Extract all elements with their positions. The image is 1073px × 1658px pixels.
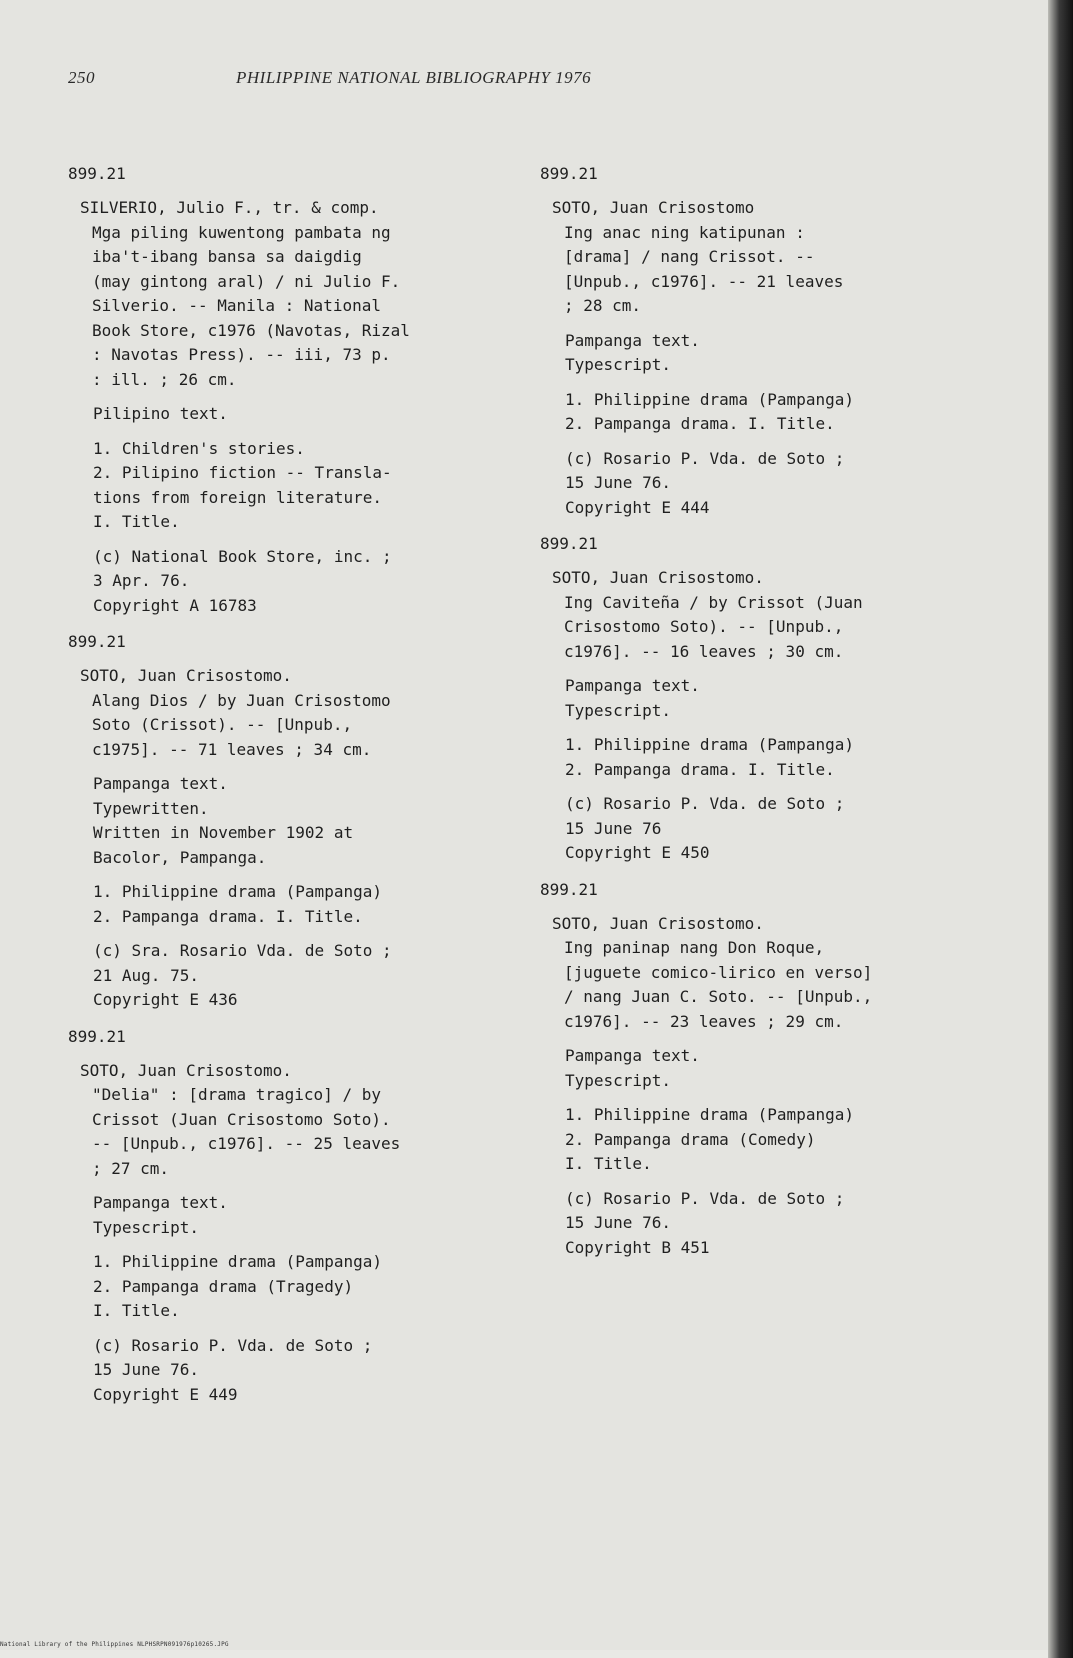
entry-notes: Pampanga text. Typescript. — [565, 1046, 700, 1090]
catalog-entry — [540, 532, 970, 866]
entry-heading: SOTO, Juan Crisostomo. — [80, 666, 292, 685]
catalog-entry — [68, 1025, 508, 1408]
class-number: 899.21 — [68, 1026, 126, 1046]
running-title: PHILIPPINE NATIONAL BIBLIOGRAPHY 1976 — [236, 68, 592, 87]
entry-subjects: 1. Philippine drama (Pampanga) 2. Pampanga drama. I. Title. — [565, 735, 854, 779]
entry-heading: SOTO, Juan Crisostomo — [552, 198, 755, 217]
main-entry — [540, 566, 970, 664]
entry-subjects: 1. Philippine drama (Pampanga) 2. Pampanga drama. I. Title. — [565, 389, 854, 433]
entry-copyright: (c) Rosario P. Vda. de Soto ; 15 June 76. Copyright E 449 — [93, 1335, 373, 1404]
entry-body — [540, 329, 970, 521]
entry-heading: SOTO, Juan Crisostomo. — [552, 913, 764, 933]
entry-notes: Pilipino text. — [93, 404, 228, 423]
left-column — [68, 162, 508, 1419]
entry-heading: SOTO, Juan Crisostomo. — [80, 1060, 292, 1080]
scan-footer: National Library of the Philippines NLPHSRPN091976p10265.JPG — [0, 1641, 229, 1648]
entry-notes: Pampanga text. Typewritten. Written in November 1902 at Bacolor, Pampanga. — [93, 774, 354, 867]
class-number: 899.21 — [540, 164, 598, 183]
main-entry — [68, 664, 508, 762]
entry-body — [68, 1191, 508, 1407]
entry-heading: SILVERIO, Julio F., tr. & comp. — [80, 198, 379, 217]
catalog-entry — [68, 630, 508, 1013]
right-column — [540, 162, 970, 1272]
main-entry — [540, 912, 970, 1035]
main-entry — [68, 1059, 508, 1182]
entry-description: Ing paninap nang Don Roque, [juguete comico-lirico en verso] / nang Juan C. Soto. -- [Unpub., c1976]. -- 23 leaves ; 29 cm. — [564, 938, 873, 1031]
entry-notes: Pampanga text. Typescript. — [93, 1193, 228, 1237]
entry-description: "Delia" : [drama tragico] / by Crissot (Juan Crisostomo Soto). -- [Unpub., c1976]. -- 25 leaves ; 27 cm. — [92, 1085, 401, 1178]
catalog-entry — [540, 878, 970, 1261]
entry-subjects: 1. Philippine drama (Pampanga) 2. Pampanga drama. I. Title. — [93, 882, 382, 926]
entry-copyright: (c) Rosario P. Vda. de Soto ; 15 June 76 Copyright E 450 — [565, 794, 845, 862]
class-number: 899.21 — [68, 632, 126, 651]
entry-body — [540, 1044, 970, 1260]
entry-body — [68, 402, 508, 618]
entry-description: Ing Caviteña / by Crissot (Juan Crisostomo Soto). -- [Unpub., c1976]. -- 16 leaves ; 30 cm. — [564, 592, 863, 661]
entry-copyright: (c) Rosario P. Vda. de Soto ; 15 June 76. Copyright B 451 — [565, 1188, 845, 1257]
catalog-entry — [68, 162, 508, 618]
entry-description: Mga piling kuwentong pambata ng iba't-ibang bansa sa daigdig (may gintong aral) / ni Julio F. Silverio. -- Manila : National Book Store, c1976 (Navotas, Rizal : Navotas Press). -- iii, 73 p. : ill. ; 26 cm. — [92, 222, 410, 389]
entry-notes: Pampanga text. Typescript. — [565, 676, 700, 720]
main-entry — [540, 196, 970, 319]
page-number: 250 — [68, 68, 95, 87]
main-entry — [68, 196, 508, 392]
entry-copyright: (c) Rosario P. Vda. de Soto ; 15 June 76. Copyright E 444 — [565, 448, 845, 517]
entry-subjects: 1. Philippine drama (Pampanga) 2. Pampanga drama (Tragedy) I. Title. — [93, 1252, 382, 1320]
entry-body — [540, 674, 970, 866]
entry-description: Alang Dios / by Juan Crisostomo Soto (Crissot). -- [Unpub., c1975]. -- 71 leaves ; 34 cm. — [92, 690, 391, 759]
catalog-entry — [540, 162, 970, 520]
entry-notes: Pampanga text. Typescript. — [565, 330, 700, 374]
class-number: 899.21 — [540, 534, 598, 553]
page-header — [68, 68, 968, 92]
class-number: 899.21 — [540, 879, 598, 899]
entry-heading: SOTO, Juan Crisostomo. — [552, 568, 764, 587]
entry-body — [68, 772, 508, 1013]
class-number: 899.21 — [68, 164, 126, 183]
entry-description: Ing anac ning katipunan : [drama] / nang Crissot. -- [Unpub., c1976]. -- 21 leaves ; 28 cm. — [564, 222, 844, 315]
entry-subjects: 1. Children's stories. 2. Pilipino fiction -- Transla- tions from foreign literature. I. Title. — [93, 438, 392, 531]
entry-copyright: (c) Sra. Rosario Vda. de Soto ; 21 Aug. 75. Copyright E 436 — [93, 941, 392, 1009]
entry-copyright: (c) National Book Store, inc. ; 3 Apr. 76. Copyright A 16783 — [93, 546, 392, 615]
entry-subjects: 1. Philippine drama (Pampanga) 2. Pampanga drama (Comedy) I. Title. — [565, 1105, 854, 1173]
book-spine-shadow — [1048, 0, 1073, 1658]
